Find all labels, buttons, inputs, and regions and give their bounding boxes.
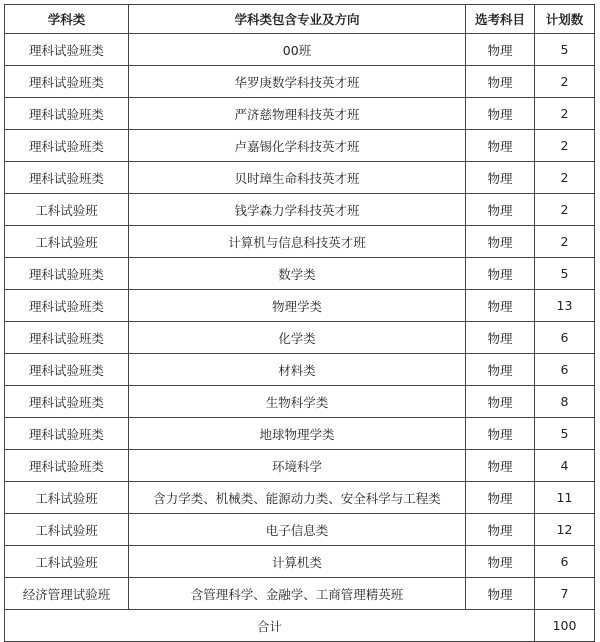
table-row: [5, 34, 595, 66]
header-subject: 选考科目: [466, 5, 535, 34]
row-subject: 物理: [466, 34, 535, 66]
row-plan: 2: [535, 130, 595, 162]
row-category: 工科试验班: [5, 482, 129, 514]
row-plan: 4: [535, 450, 595, 482]
row-plan: 12: [535, 514, 595, 546]
row-majors: 华罗庚数学科技英才班: [129, 66, 466, 98]
row-subject: 物理: [466, 290, 535, 322]
row-majors: 计算机与信息科技英才班: [129, 226, 466, 258]
row-majors: 地球物理学类: [129, 418, 466, 450]
row-plan: 8: [535, 386, 595, 418]
row-category: 理科试验班类: [5, 258, 129, 290]
row-subject: 物理: [466, 130, 535, 162]
table-row: [5, 450, 595, 482]
row-category: 理科试验班类: [5, 66, 129, 98]
row-category: 理科试验班类: [5, 34, 129, 66]
row-subject: 物理: [466, 450, 535, 482]
row-category: 理科试验班类: [5, 450, 129, 482]
header-plan: 计划数: [535, 5, 595, 34]
row-subject: 物理: [466, 98, 535, 130]
row-subject: 物理: [466, 354, 535, 386]
table-body: [5, 34, 595, 610]
row-category: 理科试验班类: [5, 162, 129, 194]
row-majors: 00班: [129, 34, 466, 66]
row-majors: 计算机类: [129, 546, 466, 578]
enrollment-plan-table: [4, 4, 595, 642]
row-majors: 贝时璋生命科技英才班: [129, 162, 466, 194]
row-subject: 物理: [466, 226, 535, 258]
table-row: [5, 578, 595, 610]
table-row: [5, 162, 595, 194]
row-category: 理科试验班类: [5, 386, 129, 418]
row-majors: 数学类: [129, 258, 466, 290]
row-plan: 11: [535, 482, 595, 514]
row-majors: 生物科学类: [129, 386, 466, 418]
row-majors: 钱学森力学科技英才班: [129, 194, 466, 226]
table-row: [5, 258, 595, 290]
header-row: [5, 5, 595, 34]
total-label: 合计: [5, 610, 535, 642]
row-majors: 材料类: [129, 354, 466, 386]
row-plan: 2: [535, 194, 595, 226]
row-subject: 物理: [466, 322, 535, 354]
row-plan: 13: [535, 290, 595, 322]
table-row: [5, 418, 595, 450]
row-plan: 6: [535, 322, 595, 354]
row-category: 理科试验班类: [5, 322, 129, 354]
row-subject: 物理: [466, 162, 535, 194]
row-majors: 严济慈物理科技英才班: [129, 98, 466, 130]
row-majors: 含管理科学、金融学、工商管理精英班: [129, 578, 466, 610]
total-row: [5, 610, 595, 642]
row-category: 工科试验班: [5, 546, 129, 578]
row-majors: 环境科学: [129, 450, 466, 482]
table-row: [5, 130, 595, 162]
row-subject: 物理: [466, 482, 535, 514]
row-plan: 5: [535, 258, 595, 290]
table-row: [5, 482, 595, 514]
row-plan: 2: [535, 66, 595, 98]
row-majors: 物理学类: [129, 290, 466, 322]
row-subject: 物理: [466, 514, 535, 546]
row-category: 理科试验班类: [5, 418, 129, 450]
row-plan: 7: [535, 578, 595, 610]
table-row: [5, 322, 595, 354]
table-row: [5, 98, 595, 130]
row-category: 工科试验班: [5, 194, 129, 226]
row-subject: 物理: [466, 386, 535, 418]
row-subject: 物理: [466, 66, 535, 98]
row-category: 理科试验班类: [5, 130, 129, 162]
row-plan: 6: [535, 354, 595, 386]
row-subject: 物理: [466, 546, 535, 578]
row-subject: 物理: [466, 578, 535, 610]
row-plan: 2: [535, 162, 595, 194]
row-majors: 化学类: [129, 322, 466, 354]
row-plan: 5: [535, 34, 595, 66]
row-plan: 6: [535, 546, 595, 578]
row-category: 理科试验班类: [5, 98, 129, 130]
row-category: 经济管理试验班: [5, 578, 129, 610]
row-subject: 物理: [466, 258, 535, 290]
row-subject: 物理: [466, 194, 535, 226]
table-row: [5, 194, 595, 226]
row-category: 理科试验班类: [5, 354, 129, 386]
row-category: 工科试验班: [5, 226, 129, 258]
row-majors: 电子信息类: [129, 514, 466, 546]
table-row: [5, 386, 595, 418]
table-row: [5, 66, 595, 98]
total-plan: 100: [535, 610, 595, 642]
row-majors: 卢嘉锡化学科技英才班: [129, 130, 466, 162]
row-category: 理科试验班类: [5, 290, 129, 322]
table-row: [5, 546, 595, 578]
table-row: [5, 290, 595, 322]
header-majors: 学科类包含专业及方向: [129, 5, 466, 34]
header-category: 学科类: [5, 5, 129, 34]
table-row: [5, 354, 595, 386]
row-category: 工科试验班: [5, 514, 129, 546]
table-row: [5, 226, 595, 258]
table-row: [5, 514, 595, 546]
row-subject: 物理: [466, 418, 535, 450]
row-majors: 含力学类、机械类、能源动力类、安全科学与工程类: [129, 482, 466, 514]
row-plan: 2: [535, 226, 595, 258]
row-plan: 2: [535, 98, 595, 130]
row-plan: 5: [535, 418, 595, 450]
